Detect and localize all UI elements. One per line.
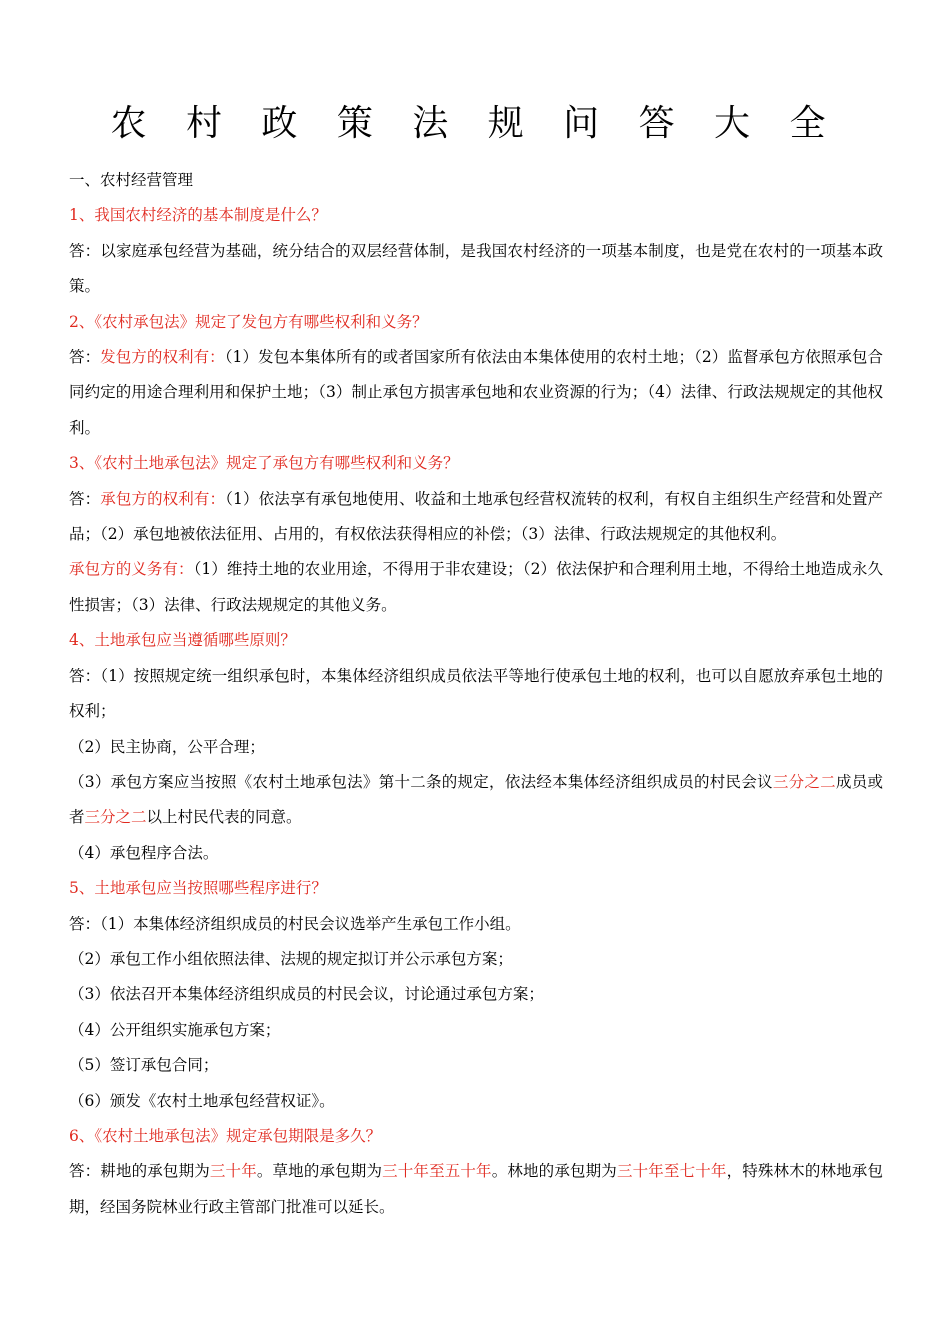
answer-prefix: 答： — [69, 489, 101, 508]
answer-4-item-1: 答：（1）按照规定统一组织承包时，本集体经济组织成员依法平等地行使承包土地的权利，也可以自愿放弃承包土地的权利； — [69, 666, 883, 721]
answer-5-item: （5）签订承包合同； — [69, 1056, 219, 1075]
rights-text: （1）依法享有承包地使用、收益和土地承包经营权流转的权利，有权自主组织生产经营和处置产品；（2）承包地被依法征用、占用的，有权依法获得相应的补偿；（3）法律、行政法规规定的其他权利。 — [69, 489, 883, 544]
item3-text-c: 以上村民代表的同意。 — [146, 808, 302, 827]
answer-2 — [69, 340, 883, 446]
question-2: 2、《农村承包法》规定了发包方有哪些权利和义务？ — [69, 312, 428, 331]
term-highlight: 三十年至七十年 — [616, 1162, 727, 1181]
answer-5-item: （4）公开组织实施承包方案； — [69, 1020, 281, 1039]
two-thirds-highlight: 三分之二 — [84, 808, 147, 827]
answer-5-item: （3）依法召开本集体经济组织成员的村民会议，讨论通过承包方案； — [69, 985, 544, 1004]
section-heading: 一、农村经营管理 — [69, 171, 194, 189]
answer-text: 。草地的承包期为 — [256, 1162, 383, 1181]
answer-text: （1）发包本集体所有的或者国家所有依法由本集体使用的农村土地；（2）监督承包方依照承包合同约定的用途合理利用和保护土地；（3）制止承包方损害承包地和农业资源的行为；（4）法律、行政法规规定的其他权利。 — [69, 348, 883, 437]
question-4: 4、土地承包应当遵循哪些原则？ — [69, 631, 296, 650]
answer-prefix: 答： — [69, 348, 101, 367]
term-highlight: 三十年 — [209, 1162, 257, 1181]
question-1: 1、我国农村经济的基本制度是什么？ — [69, 206, 327, 225]
document-title: 农 村 政 策 法 规 问 答 大 全 — [110, 103, 840, 144]
answer-5-item: （2）承包工作小组依照法律、法规的规定拟订并公示承包方案； — [69, 949, 513, 968]
document-body — [69, 163, 883, 1225]
rights-highlight: 承包方的权利有： — [100, 489, 226, 508]
answer-text: ，特殊林木的林地承包期，经国务院林业行政主管部门批准可以延长。 — [69, 1162, 883, 1216]
question-5: 5、土地承包应当按照哪些程序进行？ — [69, 879, 327, 898]
answer-4-item-2: （2）民主协商，公平合理； — [69, 737, 265, 756]
duties-text: （1）维持土地的农业用途，不得用于非农建设；（2）依法保护和合理利用土地，不得给土地造成永久性损害；（3）法律、行政法规规定的其他义务。 — [69, 560, 883, 614]
answer-4-item-4: （4）承包程序合法。 — [69, 843, 219, 862]
question-6: 6、《农村土地承包法》规定承包期限是多久？ — [69, 1126, 382, 1145]
answer-5-item: （6）颁发《农村土地承包经营权证》。 — [69, 1091, 335, 1110]
answer-3-duties — [69, 552, 883, 623]
duties-highlight: 承包方的义务有： — [69, 560, 194, 579]
answer-3-rights — [69, 482, 883, 553]
item3-text-a: （3）承包方案应当按照《农村土地承包法》第十二条的规定，依法经本集体经济组织成员的村民会议 — [69, 772, 773, 791]
answer-5-item: 答：（1）本集体经济组织成员的村民会议选举产生承包工作小组。 — [69, 914, 521, 933]
item3-text-b: 成员或者 — [69, 772, 883, 827]
answer-highlight: 发包方的权利有： — [100, 348, 225, 367]
answer-4-item-3 — [69, 765, 883, 836]
answer-6 — [69, 1154, 883, 1225]
two-thirds-highlight: 三分之二 — [772, 772, 836, 791]
answer-1: 答：以家庭承包经营为基础，统分结合的双层经营体制，是我国农村经济的一项基本制度，也是党在农村的一项基本政策。 — [69, 241, 883, 296]
term-highlight: 三十年至五十年 — [382, 1162, 492, 1181]
answer-text: 答：耕地的承包期为 — [69, 1162, 210, 1181]
question-3: 3、《农村土地承包法》规定了承包方有哪些权利和义务？ — [69, 454, 459, 473]
answer-text: 。林地的承包期为 — [491, 1162, 617, 1181]
